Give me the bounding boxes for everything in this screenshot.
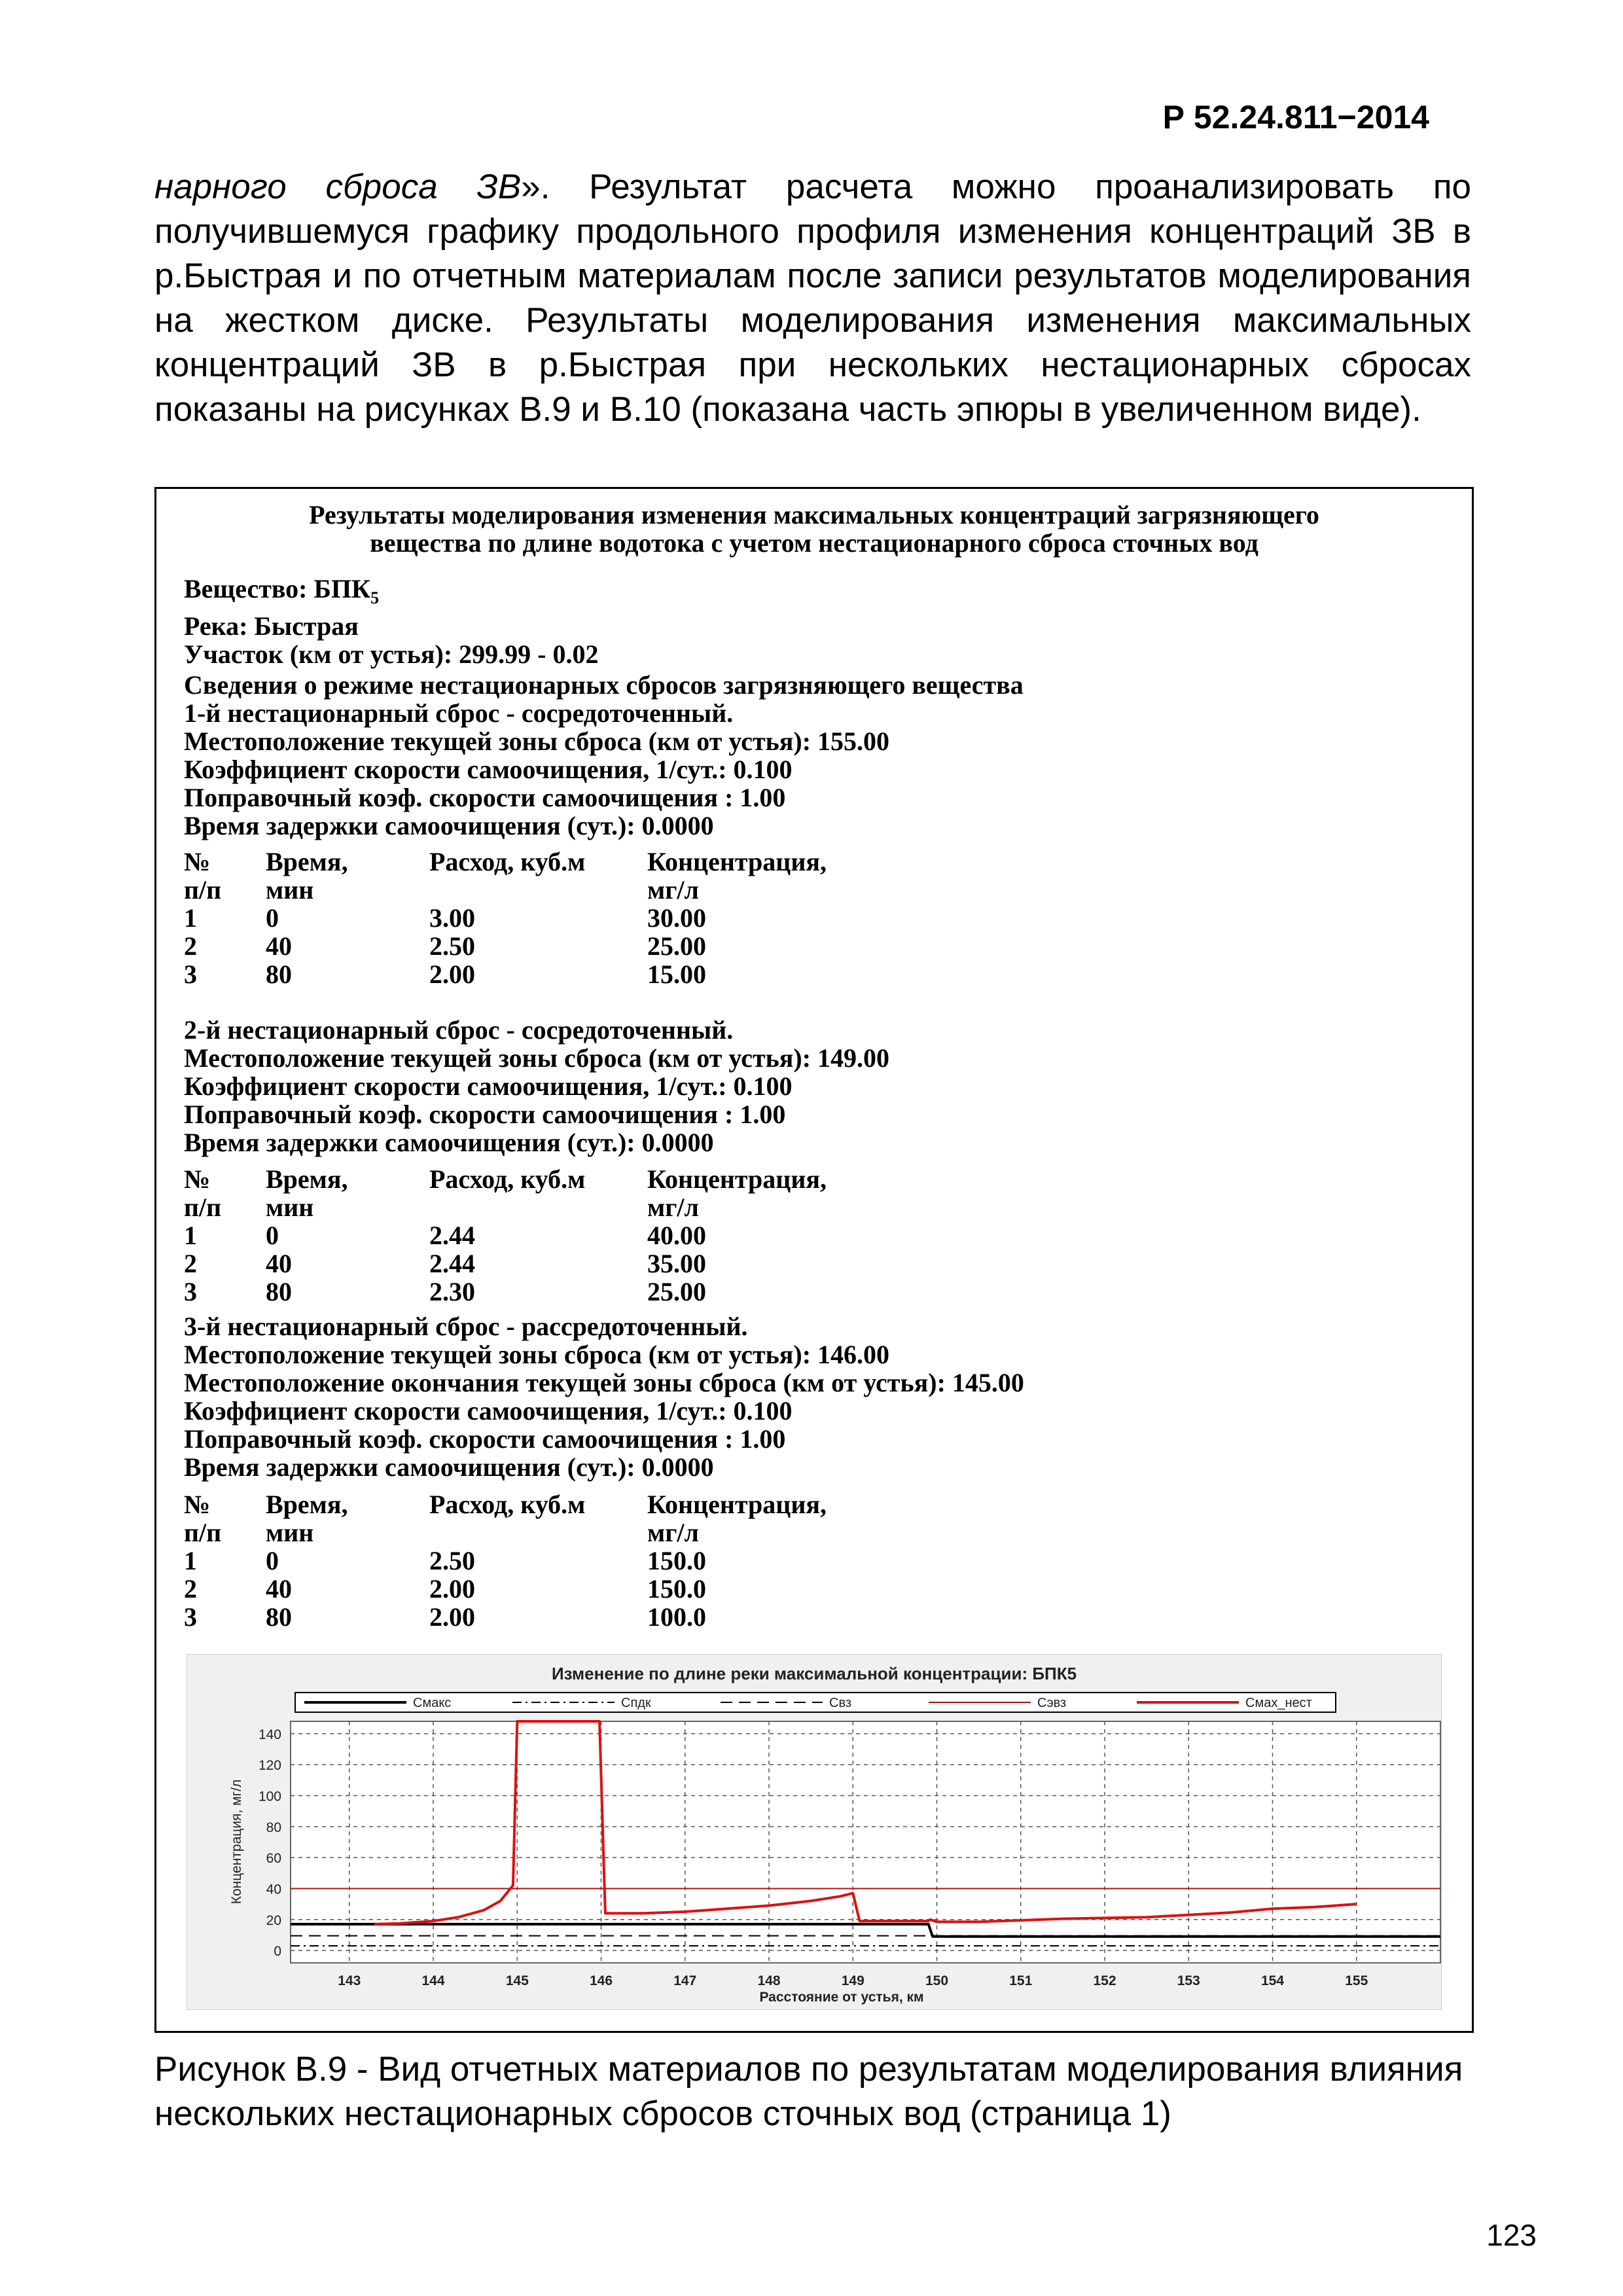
cell-flow: 2.30 — [429, 1277, 475, 1306]
release-line: Местоположение текущей зоны сброса (км от устья): 155.00 — [184, 726, 890, 756]
table-row — [184, 1603, 909, 1631]
x-tick-label: 143 — [338, 1973, 361, 1988]
x-tick-label: 155 — [1345, 1973, 1368, 1988]
x-axis-label: Расстояние от устья, км — [759, 1990, 924, 2005]
cell-flow: 2.44 — [429, 1221, 475, 1250]
release-3-table — [184, 1490, 909, 1631]
x-tick-label: 144 — [421, 1973, 445, 1988]
header-no-unit: п/п — [184, 875, 222, 905]
y-tick-label: 120 — [258, 1758, 281, 1774]
header-flow: Расход, куб.м — [429, 1490, 586, 1519]
cell-no: 3 — [184, 960, 197, 989]
cell-no: 3 — [184, 1602, 197, 1632]
report — [156, 489, 1472, 1632]
release-line: Время задержки самоочищения (сут.): 0.0000 — [184, 1452, 714, 1482]
cell-time: 80 — [266, 960, 292, 989]
header-conc: Концентрация, — [647, 1490, 827, 1519]
table-row — [184, 904, 909, 932]
cell-flow: 2.00 — [429, 1574, 475, 1604]
cell-time: 80 — [266, 1602, 292, 1632]
header-time: Время, — [266, 1490, 348, 1519]
y-tick-label: 60 — [266, 1851, 281, 1867]
cell-flow: 2.00 — [429, 1602, 475, 1632]
header-conc-unit: мг/л — [647, 1518, 699, 1547]
x-tick-label: 145 — [505, 1973, 529, 1988]
substance-line — [184, 575, 599, 612]
release-line: Коэффициент скорости самоочищения, 1/сут.: 0.100 — [184, 1071, 793, 1101]
cell-conc: 25.00 — [647, 1277, 706, 1306]
header-time: Время, — [266, 1164, 348, 1194]
y-tick-label: 20 — [266, 1912, 281, 1928]
release-line: Коэффициент скорости самоочищения, 1/сут.: 0.100 — [184, 755, 793, 784]
release-title: 3-й нестационарный сброс - рассредоточенный. — [184, 1312, 748, 1341]
cell-no: 1 — [184, 1546, 197, 1575]
cell-no: 2 — [184, 931, 197, 961]
table-row — [184, 932, 909, 960]
cell-conc: 15.00 — [647, 960, 706, 989]
table-header-row — [184, 1193, 909, 1221]
header-conc: Концентрация, — [647, 847, 827, 876]
release-2-table — [184, 1165, 909, 1306]
cell-time: 40 — [266, 1249, 292, 1278]
table-header-row — [184, 1518, 909, 1547]
report-frame — [154, 487, 1474, 2033]
cell-no: 1 — [184, 903, 197, 933]
x-tick-label: 149 — [841, 1973, 865, 1988]
cell-conc: 35.00 — [647, 1249, 706, 1278]
header-no-unit: п/п — [184, 1193, 222, 1222]
release-1-table — [184, 848, 909, 988]
cell-conc: 150.0 — [647, 1574, 706, 1604]
release-title: 1-й нестационарный сброс - сосредоточенный. — [184, 698, 734, 728]
header-no: № — [184, 1490, 211, 1519]
cell-flow: 3.00 — [429, 903, 475, 933]
x-tick-label: 152 — [1093, 1973, 1116, 1988]
cell-time: 40 — [266, 931, 292, 961]
x-tick-label: 150 — [925, 1973, 949, 1988]
table-header-row — [184, 848, 909, 876]
intro-italic: нарного сброса ЗВ — [154, 168, 522, 206]
legend-label: Сэвз — [1037, 1696, 1067, 1710]
release-line: Время задержки самоочищения (сут.): 0.0000 — [184, 1128, 714, 1157]
x-tick-label: 148 — [757, 1973, 781, 1988]
release-2-info — [184, 1016, 889, 1157]
header-flow: Расход, куб.м — [429, 847, 586, 876]
header-time: Время, — [266, 847, 348, 876]
y-axis-label: Концентрация, мг/л — [229, 1779, 244, 1905]
report-title — [156, 501, 1472, 557]
cell-time: 40 — [266, 1574, 292, 1604]
release-line: Местоположение текущей зоны сброса (км от устья): 149.00 — [184, 1043, 890, 1073]
y-tick-label: 140 — [258, 1727, 281, 1742]
y-tick-label: 0 — [274, 1944, 281, 1960]
table-header-row — [184, 1165, 909, 1193]
release-line: Коэффициент скорости самоочищения, 1/сут.: 0.100 — [184, 1396, 793, 1426]
document-code: Р 52.24.811−2014 — [1162, 99, 1429, 135]
releases-heading: Сведения о режиме нестационарных сбросов загрязняющего вещества — [184, 670, 1024, 700]
legend-label: Свз — [829, 1696, 852, 1710]
y-tick-label: 40 — [266, 1882, 281, 1897]
report-meta — [184, 575, 599, 668]
plot-area — [291, 1721, 1440, 1963]
cell-conc: 100.0 — [647, 1602, 706, 1632]
x-tick-label: 153 — [1177, 1973, 1200, 1988]
intro-text: ». Результат расчета можно проанализировать по получившемуся графику продольного профиля изменения концентраций ЗВ в р.Быстрая и по отчетным материалам после записи результатов моделирования на жестком диске. Результаты моделирования изменения максимальных концентраций ЗВ в р.Быстрая при нескольких нестационарных сбросах показаны на рисунках В.9 и В.10 (показана часть эпюры в увеличенном виде). — [154, 168, 1471, 429]
river-line: Река: Быстрая — [184, 611, 359, 641]
header-no-unit: п/п — [184, 1518, 222, 1547]
intro-paragraph — [154, 165, 1471, 432]
cell-time: 0 — [266, 903, 279, 933]
cell-flow: 2.50 — [429, 931, 475, 961]
header-no: № — [184, 1164, 211, 1194]
header-flow: Расход, куб.м — [429, 1164, 586, 1194]
release-line: Местоположение окончания текущей зоны сброса (км от устья): 145.00 — [184, 1368, 1024, 1397]
cell-no: 2 — [184, 1574, 197, 1604]
substance-subscript: 5 — [370, 588, 380, 607]
concentration-chart — [187, 1655, 1441, 2009]
header-time-unit: мин — [266, 1518, 314, 1547]
y-tick-label: 100 — [258, 1789, 281, 1804]
x-tick-label: 154 — [1260, 1973, 1285, 1988]
header-no: № — [184, 847, 211, 876]
table-header-row — [184, 876, 909, 904]
page-number: 123 — [1486, 2218, 1537, 2252]
cell-time: 80 — [266, 1277, 292, 1306]
legend-label: Спдк — [621, 1696, 651, 1710]
table-row — [184, 1249, 909, 1278]
release-3-info — [184, 1312, 1024, 1481]
figure-caption: Рисунок В.9 - Вид отчетных материалов по результатам моделирования влияния нескольких нестационарных сбросов сточных вод (страница 1) — [154, 2050, 1463, 2133]
report-title-line-2: вещества по длине водотока с учетом нестационарного сброса сточных вод — [370, 528, 1258, 558]
header-conc-unit: мг/л — [647, 1193, 699, 1222]
header-time-unit: мин — [266, 1193, 314, 1222]
table-row — [184, 960, 909, 988]
chart-title: Изменение по длине реки максимальной концентрации: БПК5 — [551, 1664, 1077, 1683]
table-row — [184, 1575, 909, 1603]
cell-flow: 2.44 — [429, 1249, 475, 1278]
table-header-row — [184, 1490, 909, 1518]
cell-conc: 150.0 — [647, 1546, 706, 1575]
cell-flow: 2.00 — [429, 960, 475, 989]
release-title: 2-й нестационарный сброс - сосредоточенный. — [184, 1015, 734, 1045]
header-time-unit: мин — [266, 875, 314, 905]
release-line: Поправочный коэф. скорости самоочищения : 1.00 — [184, 783, 786, 812]
y-tick-label: 80 — [266, 1820, 281, 1835]
chart-container — [187, 1654, 1442, 2010]
cell-no: 1 — [184, 1221, 197, 1250]
header-conc-unit: мг/л — [647, 875, 699, 905]
x-tick-label: 151 — [1009, 1973, 1033, 1988]
header-flow-unit — [429, 1518, 647, 1547]
cell-time: 0 — [266, 1546, 279, 1575]
header-flow-unit — [429, 876, 647, 904]
legend-label: Смакс — [413, 1696, 452, 1710]
release-line: Поправочный коэф. скорости самоочищения : 1.00 — [184, 1424, 786, 1454]
cell-no: 3 — [184, 1277, 197, 1306]
table-row — [184, 1221, 909, 1249]
table-row — [184, 1278, 909, 1306]
report-title-line-1: Результаты моделирования изменения максимальных концентраций загрязняющего — [309, 500, 1319, 529]
table-row — [184, 1547, 909, 1575]
x-tick-label: 146 — [589, 1973, 613, 1988]
release-line: Время задержки самоочищения (сут.): 0.0000 — [184, 811, 714, 840]
substance-label: Вещество: БПК — [184, 574, 371, 603]
cell-conc: 40.00 — [647, 1221, 706, 1250]
section-line: Участок (км от устья): 299.99 - 0.02 — [184, 639, 599, 669]
cell-flow: 2.50 — [429, 1546, 475, 1575]
legend-label: Смах_нест — [1245, 1696, 1312, 1710]
cell-conc: 25.00 — [647, 931, 706, 961]
release-line: Поправочный коэф. скорости самоочищения : 1.00 — [184, 1100, 786, 1129]
x-tick-label: 147 — [673, 1973, 697, 1988]
release-line: Местоположение текущей зоны сброса (км от устья): 146.00 — [184, 1340, 890, 1369]
release-1-info — [184, 671, 1024, 840]
cell-no: 2 — [184, 1249, 197, 1278]
cell-time: 0 — [266, 1221, 279, 1250]
header-conc: Концентрация, — [647, 1164, 827, 1194]
header-flow-unit — [429, 1193, 647, 1221]
cell-conc: 30.00 — [647, 903, 706, 933]
